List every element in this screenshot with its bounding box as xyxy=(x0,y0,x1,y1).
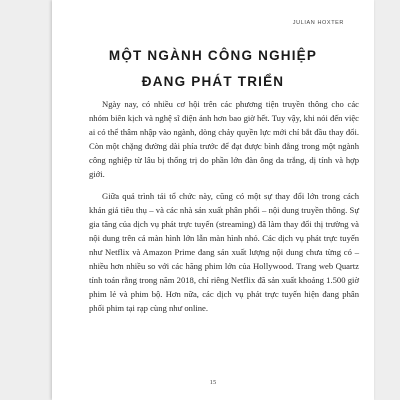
chapter-title-line-1: MỘT NGÀNH CÔNG NGHIỆP xyxy=(108,48,318,63)
body-paragraph-1: Ngày nay, có nhiều cơ hội trên các phương tiện truyền thông cho các nhóm biên kịch và nghệ sĩ điện ảnh hơn bao giờ hết. Tuy vậy, khi nói đến việc ai có thể thâm nhập vào ngành, dòng chảy quyền lực mới chỉ bắt đầu thay đổi. Còn một chặng đường dài phía trước để đạt được bình đẳng trong một ngành công nghiệp từ lâu bị thống trị do phần lớn đàn ông da trắng, dị tính và hợp giới. xyxy=(89,99,359,180)
chapter-title xyxy=(52,43,374,95)
page-number: 15 xyxy=(209,379,217,386)
chapter-title-line-2: ĐANG PHÁT TRIỂN xyxy=(141,74,285,89)
running-header: JULIAN HOXTER xyxy=(292,20,344,26)
book-page xyxy=(52,0,374,400)
body-text xyxy=(89,97,359,322)
body-paragraph-2: Giữa quá trình tái tổ chức này, cũng có một sự thay đổi lớn trong cách khán giả tiêu thụ – và các nhà sản xuất phân phối – nội dung truyền thông. Sự gia tăng của dịch vụ phát trực tuyến (streaming) đã làm thay đổi thị trường và nội dung trên cả màn hình lớn lẫn màn hình nhỏ. Các dịch vụ phát trực tuyến như Netflix và Amazon Prime đang sản xuất lượng nội dung chưa từng có – nhiều hơn nhiều so với các hãng phim lớn của Hollywood. Trang web Quartz tính toán rằng trong năm 2018, chỉ riêng Netflix đã sản xuất khoảng 1.500 giờ phim lẻ và phim bộ. Hơn nữa, các dịch vụ phát trực tuyến hiện đang phân phối phim tại rạp cùng như online. xyxy=(89,190,359,314)
